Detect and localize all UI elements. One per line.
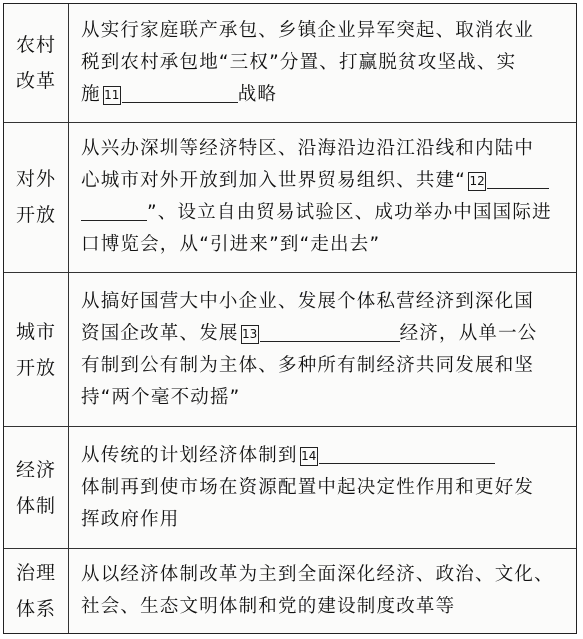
table-row-rural-reform xyxy=(4,4,576,122)
table-row-governance-system xyxy=(4,549,576,633)
category-label-line2: 开放 xyxy=(15,356,56,379)
blank-number-badge: 12 xyxy=(468,172,486,191)
category-cell xyxy=(4,122,69,272)
category-cell xyxy=(4,4,69,122)
category-label-line1: 城市 xyxy=(15,320,56,343)
content-line: 税到农村承包地“三权”分置、打赢脱贫攻坚战、实 xyxy=(81,51,517,73)
content-cell xyxy=(69,4,577,122)
content-cell xyxy=(69,427,577,549)
answer-blank[interactable] xyxy=(122,82,238,103)
content-line xyxy=(81,197,570,229)
category-label-line2: 开放 xyxy=(15,204,56,227)
table-row-economic-system xyxy=(4,427,576,549)
reform-table xyxy=(3,3,577,634)
content-line: 持“两个毫不动摇” xyxy=(81,386,241,408)
content-line xyxy=(81,440,570,472)
answer-blank[interactable] xyxy=(260,321,400,342)
text-after-blank: ”、设立自由贸易试验区、成功举办中国国际进 xyxy=(147,202,552,224)
table-row-urban-opening xyxy=(4,272,576,426)
answer-blank[interactable] xyxy=(319,443,495,464)
blank-number-badge: 13 xyxy=(241,325,259,344)
text-before-blank: 施 xyxy=(81,83,101,105)
content-line: 从搞好国营大中小企业、发展个体私营经济到深化国 xyxy=(81,290,535,312)
answer-blank[interactable] xyxy=(487,168,549,189)
blank-number-badge: 11 xyxy=(103,86,121,105)
category-label-line1: 对外 xyxy=(15,168,56,191)
content-line: 从兴办深圳等经济特区、沿海沿边沿江沿线和内陆中 xyxy=(81,138,535,160)
blank-number-badge: 14 xyxy=(300,447,318,466)
content-line: 从实行家庭联产承包、乡镇企业异军突起、取消农业 xyxy=(81,19,535,41)
content-line: 社会、生态文明体制和党的建设制度改革等 xyxy=(81,596,456,618)
content-cell xyxy=(69,122,577,272)
text-before-blank: 心城市对外开放到加入世界贸易组织、共建“ xyxy=(81,170,467,192)
answer-blank-continued[interactable] xyxy=(81,200,147,221)
content-line: 挥政府作用 xyxy=(81,508,180,530)
text-before-blank: 资国企改革、发展 xyxy=(81,322,239,344)
content-line: 从以经济体制改革为主到全面深化经济、政治、文化、 xyxy=(81,564,554,586)
text-after-blank: 经济，从单一公 xyxy=(399,322,538,344)
content-line: 口博览会，从“引进来”到“走出去” xyxy=(81,234,381,256)
content-cell xyxy=(69,549,577,633)
text-before-blank: 从传统的计划经济体制到 xyxy=(81,444,298,466)
category-cell xyxy=(4,272,69,426)
content-line: 有制到公有制为主体、多种所有制经济共同发展和坚 xyxy=(81,354,535,376)
category-label-line1: 经济 xyxy=(15,458,56,481)
category-cell xyxy=(4,549,69,633)
category-cell xyxy=(4,427,69,549)
content-line xyxy=(81,318,570,350)
category-label-line2: 改革 xyxy=(15,69,56,92)
category-label-line2: 体系 xyxy=(15,598,56,621)
content-line: 体制再到使市场在资源配置中起决定性作用和更好发 xyxy=(81,476,535,498)
reform-grid xyxy=(4,4,576,633)
category-label-line1: 农村 xyxy=(15,33,56,56)
content-line xyxy=(81,79,570,111)
content-cell xyxy=(69,272,577,426)
table-row-opening-up xyxy=(4,122,576,272)
text-after-blank: 战略 xyxy=(237,83,278,105)
content-line xyxy=(81,165,570,197)
category-label-line1: 治理 xyxy=(15,562,56,585)
category-label-line2: 体制 xyxy=(15,494,56,517)
